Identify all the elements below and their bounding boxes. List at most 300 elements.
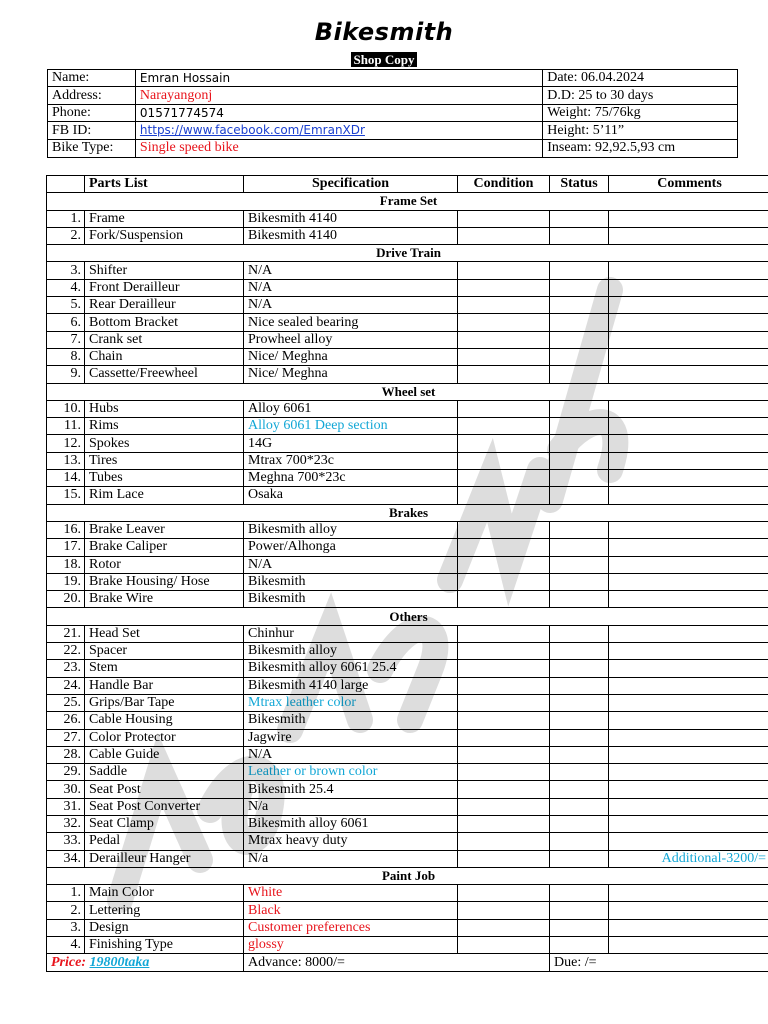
part-spec: Bikesmith 4140 (244, 210, 458, 227)
status-cell (550, 556, 609, 573)
part-spec: Bikesmith alloy 6061 25.4 (244, 660, 458, 677)
row-number: 21. (47, 625, 85, 642)
part-name: Rims (85, 418, 244, 435)
part-spec: Chinhur (244, 625, 458, 642)
part-name: Seat Clamp (85, 815, 244, 832)
customer-height: Height: 5’11” (543, 122, 738, 140)
due-amount: Due: /= (550, 954, 768, 971)
comment-cell (609, 660, 768, 677)
row-number: 8. (47, 348, 85, 365)
status-cell (550, 418, 609, 435)
phone-label: Phone: (48, 104, 136, 121)
status-cell (550, 314, 609, 331)
section-header-row (47, 245, 768, 262)
part-name: Pedal (85, 833, 244, 850)
condition-cell (458, 452, 550, 469)
part-spec: Prowheel alloy (244, 331, 458, 348)
status-cell (550, 348, 609, 365)
condition-cell (458, 400, 550, 417)
customer-name: Emran Hossain (135, 70, 542, 87)
row-number: 10. (47, 400, 85, 417)
part-name: Brake Housing/ Hose (85, 573, 244, 590)
status-cell (550, 573, 609, 590)
part-name: Front Derailleur (85, 279, 244, 296)
comment-cell (609, 418, 768, 435)
table-row (47, 712, 768, 729)
comment-cell (609, 677, 768, 694)
comment-cell (609, 885, 768, 902)
row-number: 1. (47, 885, 85, 902)
row-number: 5. (47, 297, 85, 314)
part-spec: Customer preferences (244, 919, 458, 936)
part-name: Chain (85, 348, 244, 365)
table-row (47, 677, 768, 694)
part-spec: Bikesmith (244, 712, 458, 729)
status-cell (550, 210, 609, 227)
status-cell (550, 470, 609, 487)
comment-cell (609, 556, 768, 573)
status-cell (550, 452, 609, 469)
table-row (47, 556, 768, 573)
table-row (47, 262, 768, 279)
table-row (47, 902, 768, 919)
part-name: Rear Derailleur (85, 297, 244, 314)
part-name: Color Protector (85, 729, 244, 746)
comment-cell (609, 625, 768, 642)
table-row (47, 348, 768, 365)
part-name: Spacer (85, 643, 244, 660)
comment-cell (609, 539, 768, 556)
fb-label: FB ID: (48, 122, 136, 140)
advance-amount: Advance: 8000/= (244, 954, 550, 971)
comment-cell (609, 937, 768, 954)
condition-cell (458, 591, 550, 608)
header-status: Status (550, 176, 609, 193)
condition-cell (458, 210, 550, 227)
table-row (47, 798, 768, 815)
condition-cell (458, 833, 550, 850)
comment-cell (609, 435, 768, 452)
condition-cell (458, 262, 550, 279)
table-row (47, 850, 768, 867)
section-title: Others (47, 608, 768, 625)
facebook-link[interactable]: https://www.facebook.com/EmranXDr (139, 123, 365, 138)
comment-cell (609, 643, 768, 660)
row-number: 34. (47, 850, 85, 867)
part-name: Seat Post (85, 781, 244, 798)
row-number: 13. (47, 452, 85, 469)
customer-phone: 01571774574 (135, 104, 542, 121)
part-name: Brake Caliper (85, 539, 244, 556)
row-number: 4. (47, 937, 85, 954)
bike-type: Single speed bike (135, 140, 542, 157)
section-title: Paint Job (47, 867, 768, 884)
condition-cell (458, 556, 550, 573)
part-spec: Mtrax leather color (244, 694, 458, 711)
customer-address: Narayangonj (135, 87, 542, 104)
status-cell (550, 227, 609, 244)
status-cell (550, 297, 609, 314)
section-header-row (47, 383, 768, 400)
table-row (47, 539, 768, 556)
status-cell (550, 694, 609, 711)
table-row (47, 660, 768, 677)
part-name: Brake Leaver (85, 521, 244, 538)
section-title: Brakes (47, 504, 768, 521)
condition-cell (458, 331, 550, 348)
part-name: Main Color (85, 885, 244, 902)
status-cell (550, 833, 609, 850)
row-number: 6. (47, 314, 85, 331)
part-name: Design (85, 919, 244, 936)
comment-cell (609, 262, 768, 279)
status-cell (550, 643, 609, 660)
row-number: 9. (47, 366, 85, 383)
table-row (47, 885, 768, 902)
table-row (47, 314, 768, 331)
part-spec: Bikesmith 25.4 (244, 781, 458, 798)
row-number: 16. (47, 521, 85, 538)
table-row (47, 694, 768, 711)
part-name: Derailleur Hanger (85, 850, 244, 867)
condition-cell (458, 677, 550, 694)
row-number: 29. (47, 764, 85, 781)
part-name: Cassette/Freewheel (85, 366, 244, 383)
table-row (47, 470, 768, 487)
row-number: 11. (47, 418, 85, 435)
comment-cell (609, 746, 768, 763)
part-spec: N/A (244, 279, 458, 296)
part-spec: N/A (244, 297, 458, 314)
table-row (47, 573, 768, 590)
condition-cell (458, 815, 550, 832)
status-cell (550, 660, 609, 677)
condition-cell (458, 781, 550, 798)
part-name: Head Set (85, 625, 244, 642)
part-name: Tires (85, 452, 244, 469)
footer-row (47, 954, 768, 971)
comment-cell (609, 487, 768, 504)
comment-cell (609, 314, 768, 331)
price-value: 19800taka (89, 954, 150, 970)
parts-header-row (47, 176, 768, 193)
part-name: Handle Bar (85, 677, 244, 694)
condition-cell (458, 521, 550, 538)
condition-cell (458, 573, 550, 590)
table-row (47, 452, 768, 469)
status-cell (550, 487, 609, 504)
comment-cell (609, 764, 768, 781)
comment-cell (609, 919, 768, 936)
part-spec: Nice/ Meghna (244, 348, 458, 365)
part-name: Saddle (85, 764, 244, 781)
comment-cell (609, 227, 768, 244)
part-spec: Mtrax 700*23c (244, 452, 458, 469)
header-parts-list: Parts List (85, 176, 244, 193)
status-cell (550, 885, 609, 902)
table-row (47, 815, 768, 832)
section-header-row (47, 504, 768, 521)
part-spec: Nice/ Meghna (244, 366, 458, 383)
row-number: 26. (47, 712, 85, 729)
comment-cell (609, 331, 768, 348)
part-spec: Meghna 700*23c (244, 470, 458, 487)
table-row (47, 625, 768, 642)
status-cell (550, 539, 609, 556)
part-name: Frame (85, 210, 244, 227)
condition-cell (458, 798, 550, 815)
status-cell (550, 279, 609, 296)
section-header-row (47, 193, 768, 210)
part-spec: Bikesmith alloy (244, 643, 458, 660)
condition-cell (458, 539, 550, 556)
condition-cell (458, 919, 550, 936)
row-number: 17. (47, 539, 85, 556)
table-row (47, 521, 768, 538)
delivery-date: D.D: 25 to 30 days (543, 87, 738, 104)
part-name: Finishing Type (85, 937, 244, 954)
row-number: 2. (47, 902, 85, 919)
table-row (47, 366, 768, 383)
part-spec: Bikesmith 4140 (244, 227, 458, 244)
table-row (47, 781, 768, 798)
row-number: 15. (47, 487, 85, 504)
condition-cell (458, 729, 550, 746)
status-cell (550, 625, 609, 642)
comment-cell (609, 470, 768, 487)
name-label: Name: (48, 70, 136, 87)
section-title: Frame Set (47, 193, 768, 210)
row-number: 3. (47, 919, 85, 936)
row-number: 1. (47, 210, 85, 227)
status-cell (550, 815, 609, 832)
row-number: 24. (47, 677, 85, 694)
comment-cell (609, 798, 768, 815)
shop-copy-label: Shop Copy (353, 52, 415, 67)
part-spec: N/A (244, 262, 458, 279)
status-cell (550, 746, 609, 763)
condition-cell (458, 487, 550, 504)
part-spec: Osaka (244, 487, 458, 504)
comment-cell (609, 210, 768, 227)
condition-cell (458, 885, 550, 902)
price-label: Price: (51, 954, 86, 970)
comment-cell (609, 833, 768, 850)
part-name: Cable Guide (85, 746, 244, 763)
part-spec: N/A (244, 746, 458, 763)
comment-cell (609, 400, 768, 417)
table-row (47, 210, 768, 227)
status-cell (550, 435, 609, 452)
row-number: 14. (47, 470, 85, 487)
customer-inseam: Inseam: 92,92.5,93 cm (543, 140, 738, 157)
status-cell (550, 850, 609, 867)
row-number: 31. (47, 798, 85, 815)
part-name: Rim Lace (85, 487, 244, 504)
table-row (47, 764, 768, 781)
comment-cell (609, 781, 768, 798)
table-row (47, 643, 768, 660)
section-title: Drive Train (47, 245, 768, 262)
parts-table (46, 175, 768, 972)
order-date: Date: 06.04.2024 (543, 70, 738, 87)
row-number: 20. (47, 591, 85, 608)
comment-cell (609, 573, 768, 590)
condition-cell (458, 366, 550, 383)
bike-type-label: Bike Type: (48, 140, 136, 157)
row-number: 19. (47, 573, 85, 590)
part-name: Spokes (85, 435, 244, 452)
part-spec: N/A (244, 556, 458, 573)
part-name: Brake Wire (85, 591, 244, 608)
comment-cell (609, 366, 768, 383)
part-spec: Black (244, 902, 458, 919)
row-number: 3. (47, 262, 85, 279)
part-name: Shifter (85, 262, 244, 279)
part-name: Rotor (85, 556, 244, 573)
part-spec: Alloy 6061 (244, 400, 458, 417)
condition-cell (458, 625, 550, 642)
row-number: 4. (47, 279, 85, 296)
status-cell (550, 902, 609, 919)
part-spec: 14G (244, 435, 458, 452)
table-row (47, 919, 768, 936)
part-name: Bottom Bracket (85, 314, 244, 331)
part-spec: glossy (244, 937, 458, 954)
condition-cell (458, 902, 550, 919)
row-number: 28. (47, 746, 85, 763)
comment-cell: Additional-3200/= (609, 850, 768, 867)
condition-cell (458, 227, 550, 244)
row-number: 23. (47, 660, 85, 677)
part-name: Fork/Suspension (85, 227, 244, 244)
comment-cell (609, 815, 768, 832)
part-name: Tubes (85, 470, 244, 487)
table-row (47, 487, 768, 504)
table-row (47, 331, 768, 348)
part-spec: Nice sealed bearing (244, 314, 458, 331)
header-specification: Specification (244, 176, 458, 193)
header-comments: Comments (609, 176, 768, 193)
comment-cell (609, 348, 768, 365)
condition-cell (458, 418, 550, 435)
part-spec: N/a (244, 798, 458, 815)
customer-info-table (47, 69, 738, 158)
table-row (47, 591, 768, 608)
status-cell (550, 712, 609, 729)
table-row (47, 297, 768, 314)
status-cell (550, 729, 609, 746)
row-number: 2. (47, 227, 85, 244)
part-spec: Jagwire (244, 729, 458, 746)
part-name: Lettering (85, 902, 244, 919)
row-number: 33. (47, 833, 85, 850)
status-cell (550, 331, 609, 348)
table-row (47, 279, 768, 296)
status-cell (550, 764, 609, 781)
condition-cell (458, 694, 550, 711)
status-cell (550, 798, 609, 815)
part-name: Cable Housing (85, 712, 244, 729)
condition-cell (458, 850, 550, 867)
section-title: Wheel set (47, 383, 768, 400)
row-number: 27. (47, 729, 85, 746)
comment-cell (609, 694, 768, 711)
row-number: 12. (47, 435, 85, 452)
comment-cell (609, 297, 768, 314)
condition-cell (458, 712, 550, 729)
table-row (47, 227, 768, 244)
row-number: 18. (47, 556, 85, 573)
comment-cell (609, 452, 768, 469)
section-header-row (47, 867, 768, 884)
part-spec: Leather or brown color (244, 764, 458, 781)
comment-cell (609, 902, 768, 919)
table-row (47, 400, 768, 417)
condition-cell (458, 297, 550, 314)
part-spec: Power/Alhonga (244, 539, 458, 556)
condition-cell (458, 435, 550, 452)
condition-cell (458, 348, 550, 365)
row-number: 30. (47, 781, 85, 798)
row-number: 22. (47, 643, 85, 660)
status-cell (550, 919, 609, 936)
header-condition: Condition (458, 176, 550, 193)
part-name: Stem (85, 660, 244, 677)
table-row (47, 729, 768, 746)
status-cell (550, 781, 609, 798)
comment-cell (609, 521, 768, 538)
part-name: Hubs (85, 400, 244, 417)
part-spec: White (244, 885, 458, 902)
condition-cell (458, 643, 550, 660)
status-cell (550, 366, 609, 383)
table-row (47, 937, 768, 954)
part-spec: Bikesmith (244, 573, 458, 590)
table-row (47, 435, 768, 452)
condition-cell (458, 764, 550, 781)
table-row (47, 746, 768, 763)
condition-cell (458, 660, 550, 677)
row-number: 25. (47, 694, 85, 711)
condition-cell (458, 279, 550, 296)
part-spec: N/a (244, 850, 458, 867)
part-spec: Bikesmith (244, 591, 458, 608)
part-spec: Bikesmith 4140 large (244, 677, 458, 694)
customer-weight: Weight: 75/76kg (543, 104, 738, 121)
part-name: Crank set (85, 331, 244, 348)
part-spec: Bikesmith alloy 6061 (244, 815, 458, 832)
part-spec: Alloy 6061 Deep section (244, 418, 458, 435)
row-number: 7. (47, 331, 85, 348)
comment-cell (609, 729, 768, 746)
part-name: Grips/Bar Tape (85, 694, 244, 711)
condition-cell (458, 937, 550, 954)
status-cell (550, 521, 609, 538)
status-cell (550, 937, 609, 954)
table-row (47, 833, 768, 850)
address-label: Address: (48, 87, 136, 104)
shop-title: Bikesmith (314, 18, 454, 46)
part-spec: Bikesmith alloy (244, 521, 458, 538)
condition-cell (458, 314, 550, 331)
status-cell (550, 400, 609, 417)
comment-cell (609, 591, 768, 608)
section-header-row (47, 608, 768, 625)
row-number: 32. (47, 815, 85, 832)
condition-cell (458, 746, 550, 763)
status-cell (550, 591, 609, 608)
